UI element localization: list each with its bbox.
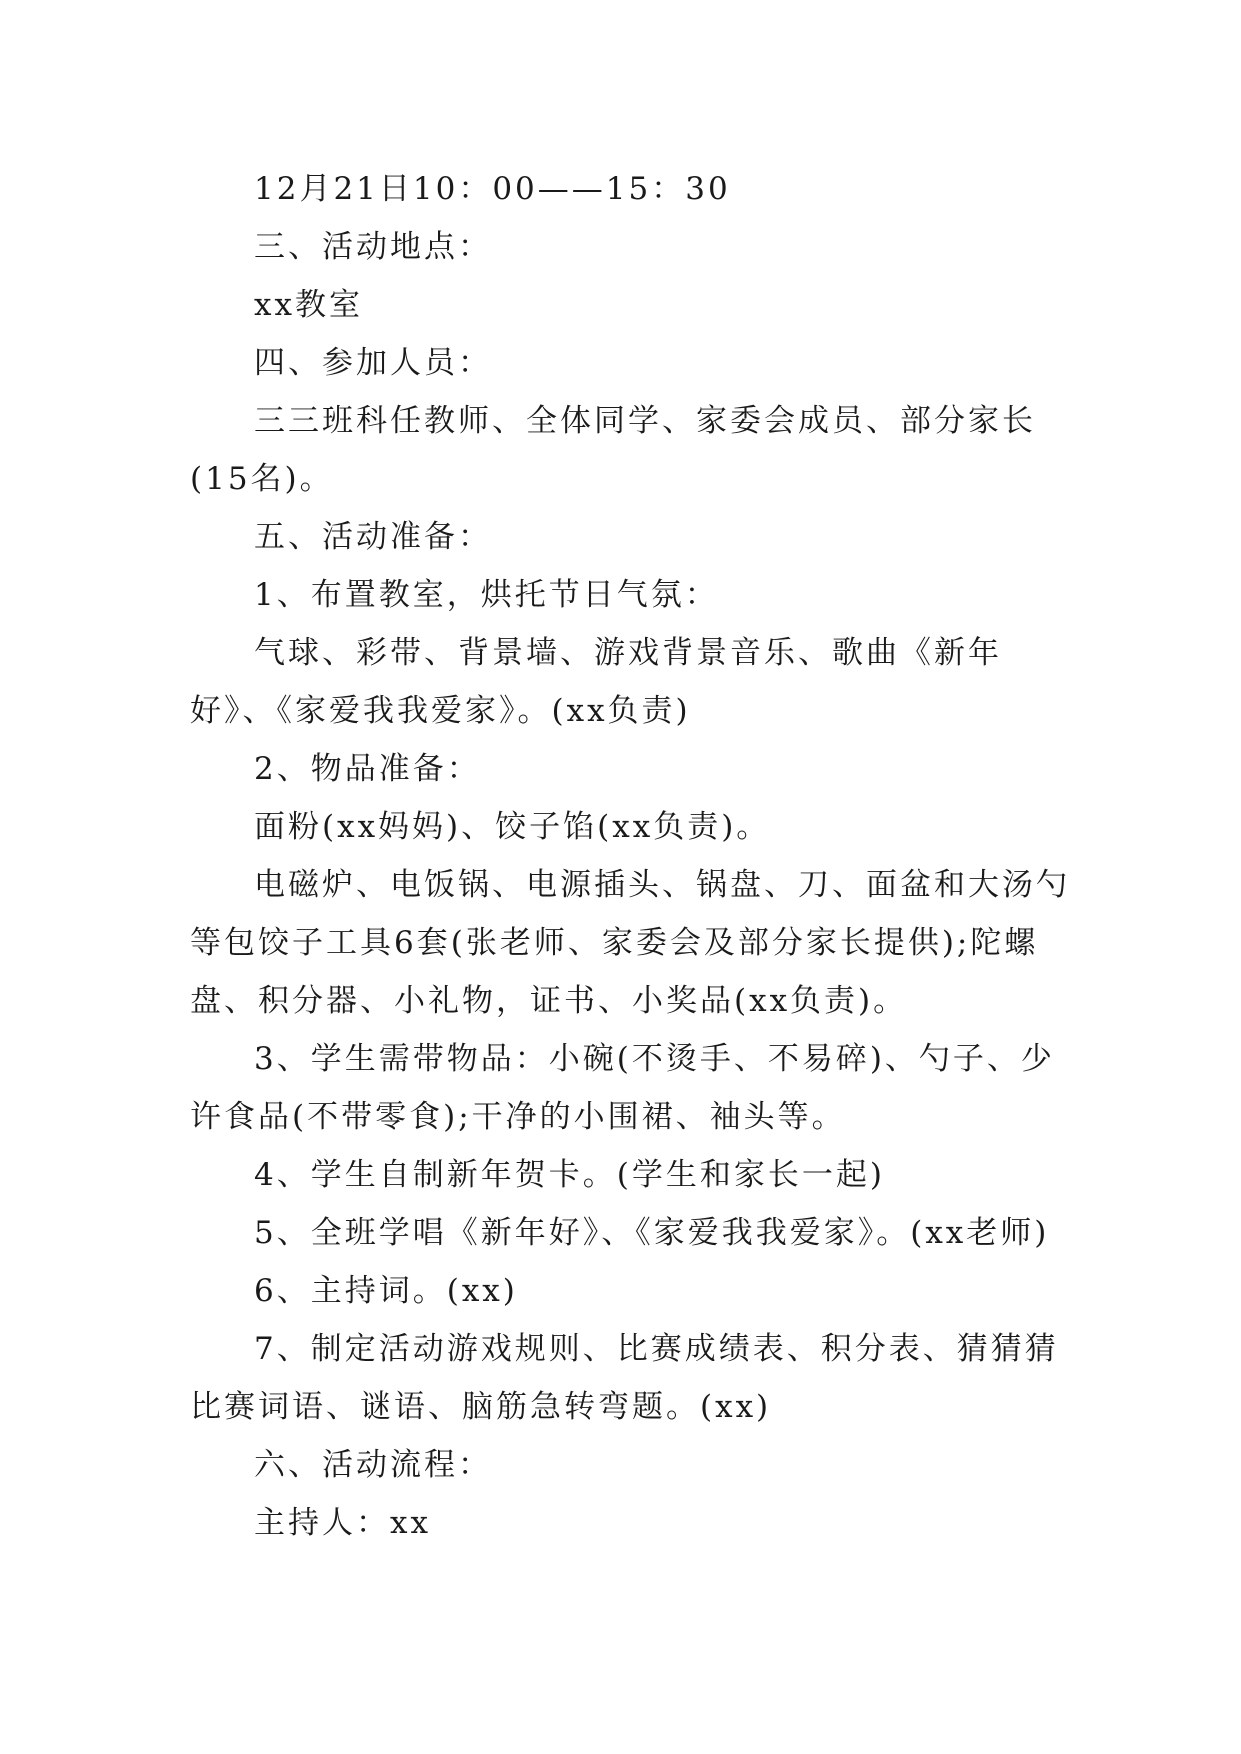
heading-location: 三、活动地点： [254,229,492,265]
list-item-prep-5: 5、全班学唱《新年好》、《家爱我我爱家》。(xx老师) [254,1215,1050,1251]
document-body [190,160,1070,1552]
list-item-prep-2: 2、物品准备： [254,751,481,787]
paragraph-location: xx教室 [254,287,363,323]
heading-preparation: 五、活动准备： [254,519,492,555]
paragraph-time: 12月21日10：00——15：30 [254,171,731,207]
heading-participants: 四、参加人员： [254,345,492,381]
list-item-prep-4: 4、学生自制新年贺卡。(学生和家长一起) [254,1157,885,1193]
paragraph-tools: 电磁炉、电饭锅、电源插头、锅盘、刀、面盆和大汤勺等包饺子工具6套(张老师、家委会及部分家长提供);陀螺盘、积分器、小礼物，证书、小奖品(xx负责)。 [190,867,1070,1019]
paragraph-host: 主持人：xx [254,1505,431,1541]
list-item-prep-3: 3、学生需带物品：小碗(不烫手、不易碎)、勺子、少许食品(不带零食);干净的小围裙、袖头等。 [190,1041,1055,1135]
paragraph-decorations: 气球、彩带、背景墙、游戏背景音乐、歌曲《新年好》、《家爱我我爱家》。(xx负责) [190,635,1002,729]
paragraph-ingredients: 面粉(xx妈妈)、饺子馅(xx负责)。 [254,809,771,845]
list-item-prep-6: 6、主持词。(xx) [254,1273,518,1309]
list-item-prep-1: 1、布置教室，烘托节日气氛： [254,577,719,613]
paragraph-participants: 三三班科任教师、全体同学、家委会成员、部分家长(15名)。 [190,403,1036,497]
list-item-prep-7: 7、制定活动游戏规则、比赛成绩表、积分表、猜猜猜比赛词语、谜语、脑筋急转弯题。(xx) [190,1331,1059,1425]
heading-process: 六、活动流程： [254,1447,492,1483]
